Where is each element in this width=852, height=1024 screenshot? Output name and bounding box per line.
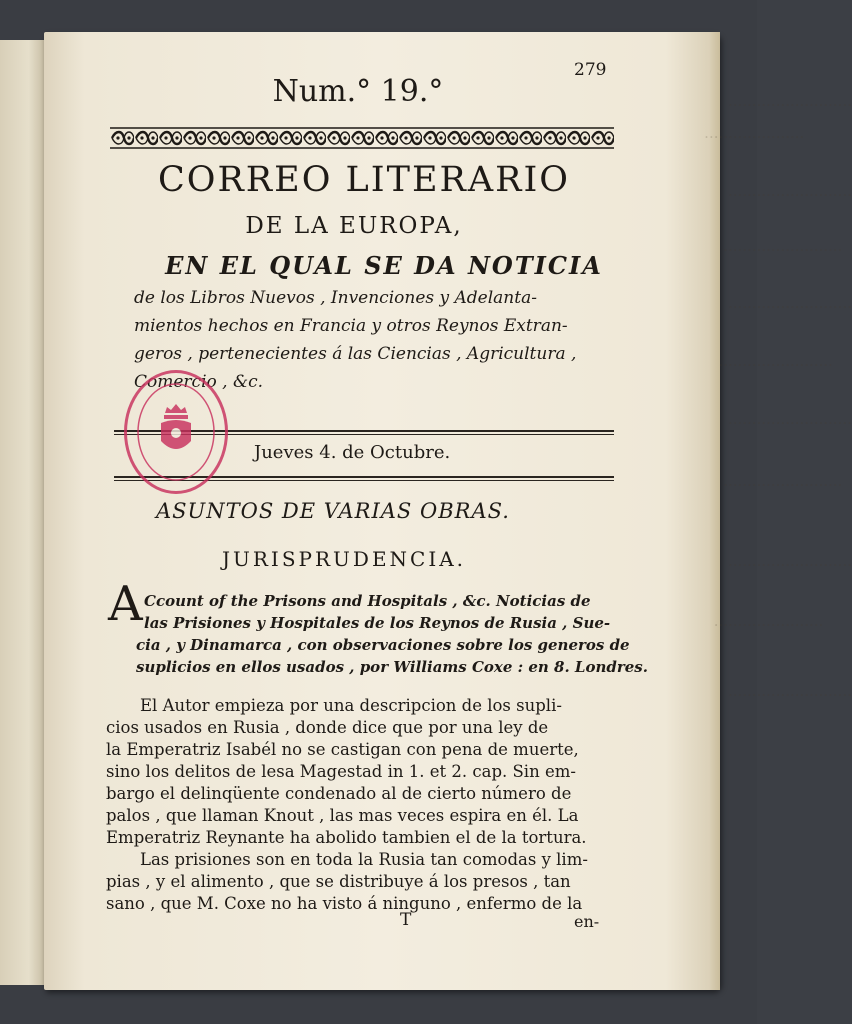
body-line: palos , que llaman Knout , las mas veces espira en él. La (106, 806, 579, 825)
description-line: mientos hechos en Francia y otros Reynos Extran- (134, 316, 568, 336)
reference-line: las Prisiones y Hospitales de los Reynos de Rusia , Sue- (144, 614, 611, 632)
masthead-subtitle-italic: EN EL QUAL SE DA NOTICIA (165, 251, 603, 280)
body-line: cios usados en Rusia , donde dice que por una ley de (106, 718, 549, 737)
description-line: Comercio , &c. (134, 372, 264, 392)
description-line: geros , pertenecientes á las Ciencias , Agricultura , (134, 344, 577, 364)
body-line: sano , que M. Coxe no ha visto á ninguno , enfermo de la (106, 894, 583, 913)
body-line: bargo el delinqüente condenado al de cierto número de (106, 784, 572, 803)
document-page (44, 32, 852, 990)
reference-line: Ccount of the Prisons and Hospitals , &c. Noticias de (144, 592, 591, 610)
page-number: 279 (574, 60, 607, 80)
decorative-border-ornament (110, 127, 614, 149)
masthead-subtitle: DE LA EUROPA, (245, 213, 463, 239)
drop-capital: A (108, 576, 143, 632)
subsection-heading: JURISPRUDENCIA. (222, 547, 467, 571)
body-line: pias , y el alimento , que se distribuye á los presos , tan (106, 872, 571, 891)
reference-line: suplicios en ellos usados , por Williams Coxe : en 8. Londres. (136, 658, 648, 676)
issue-date: Jueves 4. de Octubre. (254, 442, 451, 463)
body-line: Emperatriz Reynante ha abolido tambien el de la tortura. (106, 828, 587, 847)
issue-number: Num.° 19.° (272, 74, 444, 109)
reference-line: cia , y Dinamarca , con observaciones sobre los generos de (136, 636, 630, 654)
signature-mark: T (400, 910, 412, 930)
masthead-title: CORREO LITERARIO (157, 160, 570, 200)
body-line: la Emperatriz Isabél no se castigan con pena de muerte, (106, 740, 579, 759)
description-line: de los Libros Nuevos , Invenciones y Adelanta- (134, 288, 537, 308)
section-heading: ASUNTOS DE VARIAS OBRAS. (156, 499, 510, 523)
body-line: Las prisiones son en toda la Rusia tan comodas y lim- (140, 850, 588, 869)
catchword: en- (574, 912, 600, 931)
body-line: sino los delitos de lesa Magestad in 1. et 2. cap. Sin em- (106, 762, 576, 781)
body-line: El Autor empieza por una descripcion de los supli- (140, 696, 562, 715)
show-through-texture: .......................... ..................... .......................... ......................... .......................... ........................ .......................... ......................... .......................... ....................... .......................... (704, 92, 852, 700)
library-stamp (124, 370, 228, 494)
